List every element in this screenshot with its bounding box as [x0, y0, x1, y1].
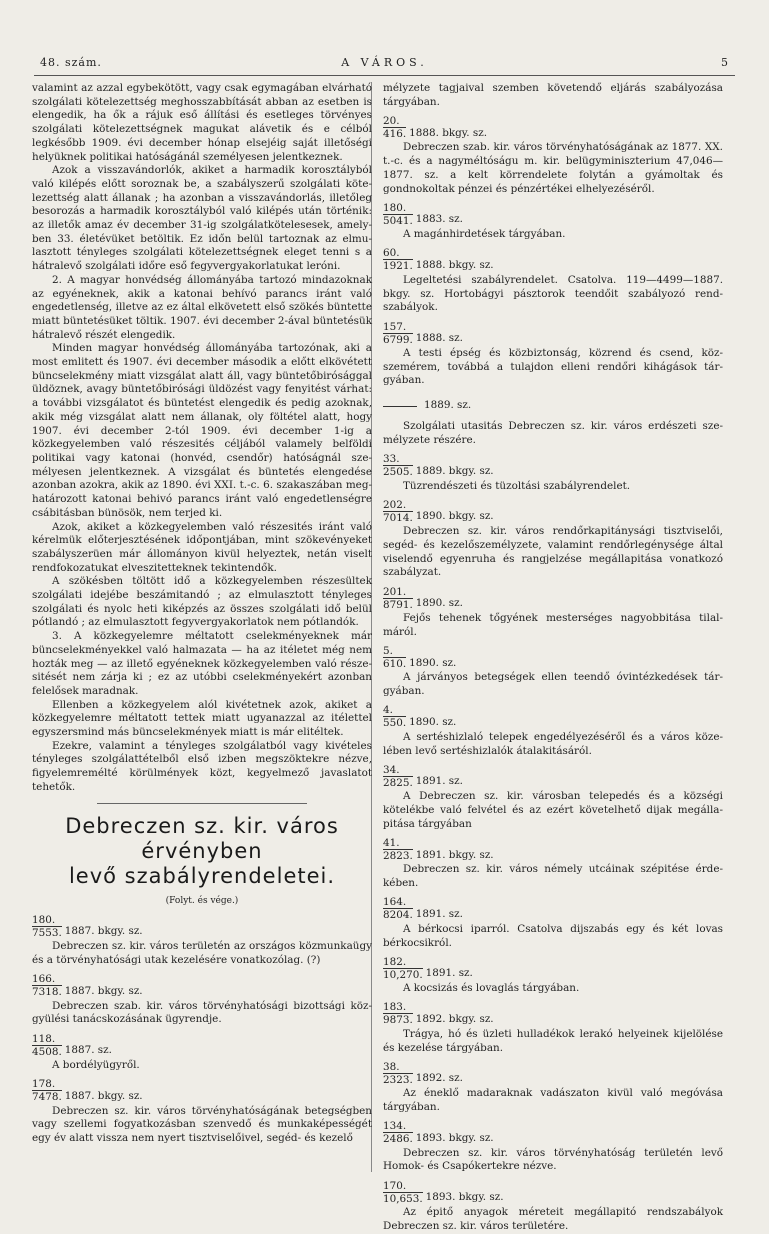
paragraph: Azok a visszavándorlók, akiket a harmadik korosztályból való kilépés előtt soroznak be, a szabályszerű szolgálati kötelezettség alatt állanak ; ha azonban a visszavándorlás, illetőleg besorozás a harmadik korosztályból való kilépés után történik: az illetők amaz év december 31-ig szolgálatkötelesesek, amelyben 33. életévüket betöltik. Ez időn belül tartoznak az elmulasztott tényleges szolgálati kötelezettségnek eleget tenni s a hátralevő szolgálati időre eső fegyvergyakorlatukat leróni.: [32, 164, 372, 273]
reference-numerator: 183.: [383, 1001, 413, 1014]
paragraph: 2. A magyar honvédség állományába tartozó mindazoknak az egyéneknek, akik a katonai behívó parancs iránt való engedetlenség, illetve az ez által elkövetett első szökés büntette miatt büntetésüket töltik. 1907. évi december 2-ával büntetésük hátralevő részét elengedik.: [32, 273, 372, 341]
regulation-entry: [383, 1059, 723, 1114]
regulation-entry: [383, 452, 723, 494]
regulation-title: A kocsizás és lovaglás tárgyában.: [403, 982, 580, 995]
regulation-reference: [383, 1059, 723, 1087]
reference-numerator: 60.: [383, 247, 413, 260]
regulation-title: Debreczen sz. kir. város törvényhatóság területén levő Homok- és Csapókertekre nézve.: [383, 1146, 723, 1173]
reference-year: 1892. bkgy. sz.: [415, 1013, 494, 1026]
regulation-title: Legeltetési szabályrendelet. Csatolva. 119—4499—1887. bkgy. sz. Hortobágyi pásztorok teendőit szabályozó rendszabályok.: [383, 273, 723, 314]
section-heading-line: levő szabályrendeletei.: [68, 863, 336, 888]
reference-denominator: 7318.: [32, 986, 62, 999]
regulation-entry: [32, 1031, 372, 1073]
regulation-title: A sertéshizlaló telepek engedélyezéséről és a város közelében levő sertéshizlalók átalakitásáról.: [383, 730, 723, 757]
reference-year: 1889. sz.: [424, 399, 472, 412]
section-separator: [97, 803, 307, 804]
reference-denominator: 9873.: [383, 1014, 413, 1027]
regulation-reference: [383, 200, 723, 228]
header-rule: [34, 75, 735, 76]
reference-denominator: 10,653.: [383, 1192, 423, 1205]
left-entries-list: [32, 912, 372, 1146]
reference-numerator: 41.: [383, 837, 413, 850]
paragraph: valamint az azzal egybekötött, vagy csak egymagában elvárható szolgálati kötelezettség meghosszabbítását abban az esetben is elengedik, ha ők a rájuk eső állítási és esetleges törvényes szolgálati kötelezettségnek magukat alávetik és e célból legkésőbb 1909. évi december hónap elsejéig saját illetőségi helyüknek politikai hatóságánál személyesen jelentkeznek.: [32, 82, 372, 163]
regulation-entry: [383, 200, 723, 242]
reference-denominator: 7014.: [383, 511, 413, 524]
regulation-title: Tüzrendészeti és tüzoltási szabályrendelet.: [403, 479, 631, 492]
reference-fraction: [32, 973, 62, 998]
reference-denominator: 6799.: [383, 333, 413, 346]
reference-numerator: 202.: [383, 499, 413, 512]
reference-fraction: [383, 321, 413, 346]
reference-denominator: 610.: [383, 657, 407, 670]
regulation-reference: [383, 584, 723, 612]
reference-numerator: 5.: [383, 645, 406, 658]
reference-denominator: 7478.: [32, 1091, 62, 1104]
reference-fraction: [383, 837, 413, 862]
reference-fraction: [32, 1033, 62, 1058]
reference-denominator: 7553.: [32, 926, 62, 939]
regulation-entry: [383, 762, 723, 831]
regulation-reference: [383, 835, 723, 863]
reference-fraction: [383, 115, 406, 140]
regulation-reference: [383, 1000, 723, 1028]
reference-numerator: 4.: [383, 704, 406, 717]
regulation-entry: [383, 497, 723, 580]
regulation-reference: [32, 972, 372, 1000]
regulation-reference: [383, 452, 723, 480]
reference-denominator: 8791.: [383, 598, 413, 611]
reference-numerator: 166.: [32, 973, 62, 986]
reference-numerator: 178.: [32, 1078, 62, 1091]
regulation-title: Az épitő anyagok méreteit megállapitó rendszabályok Debreczen sz. kir. város területére.: [383, 1206, 723, 1232]
regulation-entry: [383, 319, 723, 388]
regulation-title: Debreczen szab. kir. város törvényhatósági bizottsági közgyülési tanácskozásának ügyrendje.: [32, 999, 372, 1026]
regulation-reference: [383, 319, 723, 347]
paragraph: A szökésben töltött idő a közkegyelemben részesültek szolgálati idejébe beszámitandó ; az elmulasztott tényleges szolgálati és nyolc heti kiképzés az összes szolgálati idő belül pótlandó ; az elmulasztott fegyvergyakorlatok nem pótlandók.: [32, 575, 372, 629]
regulation-reference: [383, 497, 723, 525]
regulation-reference: [383, 762, 723, 790]
reference-year: 1891. bkgy. sz.: [415, 848, 494, 861]
reference-year: 1887. sz.: [64, 1044, 112, 1057]
reference-year: 1891. sz.: [415, 907, 463, 920]
reference-fraction: [383, 1001, 413, 1026]
reference-year: 1888. bkgy. sz.: [415, 259, 494, 272]
reference-numerator: 170.: [383, 1180, 423, 1193]
reference-year: 1887. bkgy. sz.: [64, 1089, 143, 1102]
reference-fraction: [383, 202, 413, 227]
paragraph: Minden magyar honvédség állományába tartozónak, aki a most emlitett és 1907. évi december második a előtt elkövétett büncselekmény miatt vizsgálat alatt áll, vagy büntetőbirósággal üldöznek, avagy büntetőbirósági üldözést vagy fenyitést várhat: a további vizsgálatot és büntetést elengedik és pedig azoknak, akik még vizsgálat alatt nem állanak, oly föltétel alatt, hogy 1907. évi december 2-tól 1909. évi december 1-ig a közkegyelemben való részesités céljából valamely belföldi politikai vagy katonai (honvéd, csendőr) hatóságnál személyesen jelentkeznek. A vizsgálat és büntetés elengedése azonban azokra, akik az 1890. évi XXI. t.-c. 6. szakaszában meghatározott katonai behivó parancs iránt való engedetlenségre csábitásban bünösök, nem terjed ki.: [32, 342, 372, 519]
paragraph: 3. A közkegyelemre méltatott cselekményeknek már büncselekményekkel való halmazata — ha az itéletet még nem hozták meg — az illető egyéneknek közkegyelemben való részesitését nem zárja ki ; ez az utóbbi cselekményekért azonban felelősek maradnak.: [32, 630, 372, 697]
regulation-reference: [32, 912, 372, 940]
regulation-entry: [32, 912, 372, 967]
reference-fraction: [383, 1061, 413, 1086]
reference-numerator: 38.: [383, 1061, 413, 1074]
regulation-title: A bérkocsi iparról. Csatolva dijszabás egy és két lovas bérkocsikról.: [383, 922, 723, 949]
reference-fraction: [383, 453, 413, 478]
reference-denominator: 4508.: [32, 1045, 62, 1058]
reference-year: 1893. bkgy. sz.: [415, 1131, 494, 1144]
reference-numerator: 34.: [383, 764, 413, 777]
reference-fraction: [383, 896, 413, 921]
regulation-title: A testi épség és közbiztonság, közrend és csend, közszemérem, továbbá a tulajdon elleni rendőri kihágások tárgyában.: [383, 347, 723, 387]
reference-numerator: 164.: [383, 896, 413, 909]
regulation-reference: [383, 392, 723, 420]
reference-fraction: [383, 645, 406, 670]
reference-numerator: 20.: [383, 115, 406, 128]
regulation-title: A járványos betegségek ellen teendő óvintézkedések tárgyában.: [383, 671, 723, 698]
regulation-title: Szolgálati utasitás Debreczen sz. kir. város erdészeti személyzete részére.: [383, 420, 723, 446]
reference-year: 1893. bkgy. sz.: [425, 1191, 504, 1204]
regulation-reference: [383, 113, 723, 141]
reference-dash: [383, 406, 417, 407]
section-heading: [32, 814, 372, 889]
reference-denominator: 10,270.: [383, 968, 423, 981]
regulation-entry: [383, 1119, 723, 1174]
regulation-title: Debreczen sz. kir. város törvényhatóságának betegségben vagy szellemi fogyatkozásban szenvedő és munkaképességét egy év alatt vissza nem nyert tisztviselőivel, segéd- és kezelő: [32, 1104, 372, 1145]
regulation-title: A bordélyügyről.: [52, 1059, 140, 1072]
regulation-entry: [383, 643, 723, 698]
reference-fraction: [32, 1078, 62, 1103]
left-column: [32, 82, 372, 1146]
reference-denominator: 550.: [383, 717, 407, 730]
reference-numerator: 180.: [32, 914, 62, 927]
reference-year: 1888. sz.: [415, 332, 463, 345]
regulation-entry: [383, 954, 723, 996]
right-entries-list: [383, 113, 723, 1233]
reference-year: 1888. bkgy. sz.: [409, 126, 487, 139]
regulation-entry: [383, 246, 723, 315]
reference-fraction: [383, 1120, 413, 1145]
reference-year: 1892. sz.: [415, 1072, 463, 1085]
page-number: 5: [721, 56, 729, 69]
regulation-entry: [383, 1000, 723, 1055]
reference-year: 1890. bkgy. sz.: [415, 510, 494, 523]
paragraph: mélyzete tagjaival szemben követendő eljárás szabályozása tárgyában.: [383, 82, 723, 108]
reference-fraction: [383, 764, 413, 789]
reference-denominator: 2486.: [383, 1133, 413, 1146]
reference-denominator: 2823.: [383, 849, 413, 862]
paragraph: Ezekre, valamint a tényleges szolgálatból vagy kivételes tényleges szolgálattételből első izben megszöktekre nézve, figyelemremélté körülmények közt, kegyelmező javaslatot tehetők.: [32, 739, 372, 793]
regulation-title: A magánhirdetések tárgyában.: [403, 228, 566, 241]
reference-year: 1891. sz.: [425, 967, 473, 980]
section-heading-line: Debreczen sz. kir. város érvényben: [65, 813, 339, 863]
regulation-reference: [383, 895, 723, 923]
reference-denominator: 416.: [383, 127, 407, 140]
reference-year: 1890. sz.: [409, 716, 457, 729]
reference-numerator: 182.: [383, 956, 423, 969]
right-column: [383, 82, 723, 1234]
reference-year: 1890. sz.: [415, 597, 463, 610]
paragraph: Ellenben a közkegyelem alól kivétetnek azok, akiket a közkegyelemre méltatott tettek miatt ugyanazzal az itélettel egyszersmind más büncselekmények miatt is már elitéltek.: [32, 698, 372, 739]
reference-year: 1883. sz.: [415, 213, 463, 226]
reference-year: 1890. sz.: [409, 656, 457, 669]
regulation-title: Az éneklő madaraknak vadászaton kivül való megóvása tárgyában.: [383, 1087, 723, 1114]
reference-denominator: 2825.: [383, 776, 413, 789]
reference-denominator: 2323.: [383, 1073, 413, 1086]
regulation-reference: [383, 954, 723, 982]
regulation-entry: [383, 584, 723, 639]
reference-denominator: 2505.: [383, 466, 413, 479]
reference-fraction: [383, 1180, 423, 1205]
regulation-title: Debreczen sz. kir. város rendőrkapitánysági tisztviselői, segéd- és kezelőszemélyzete, valamint rendőrlegénysége által viselendő egyenruha és rangjelzése megállapitása vonatkozó szabályzat.: [383, 525, 723, 579]
regulation-entry: [32, 972, 372, 1027]
regulation-entry: [383, 835, 723, 890]
page-header: [40, 56, 729, 74]
regulation-entry: [383, 113, 723, 196]
reference-fraction: [383, 499, 413, 524]
regulation-title: A Debreczen sz. kir. városban telepedés és a községi kötelékbe való felvétel és az ezért követelhető dijak megállapitása tárgyában: [383, 790, 723, 830]
reference-fraction: [32, 914, 62, 939]
regulation-entry: [383, 1178, 723, 1233]
reference-denominator: 8204.: [383, 909, 413, 922]
reference-numerator: 118.: [32, 1033, 62, 1046]
regulation-reference: [32, 1031, 372, 1059]
reference-numerator: 134.: [383, 1120, 413, 1133]
regulation-reference: [383, 246, 723, 274]
regulation-entry: [383, 703, 723, 758]
reference-fraction: [383, 247, 413, 272]
regulation-title: Fejős tehenek tőgyének mesterséges nagyobbitása tilalmáról.: [383, 612, 723, 638]
reference-fraction: [383, 956, 423, 981]
issue-number: 48. szám.: [40, 56, 102, 69]
paragraph: Azok, akiket a közkegyelemben való részesités iránt való kérelmük előterjesztésének időpontjában, mint szökevényeket szabályszerüen már állományon kivül helyeztek, netán viselt rendfokozatukat elveszitetteknek tekintendők.: [32, 520, 372, 574]
reference-year: 1887. bkgy. sz.: [64, 984, 143, 997]
reference-year: 1887. bkgy. sz.: [64, 925, 143, 938]
regulation-reference: [383, 1178, 723, 1206]
reference-denominator: 5041.: [383, 214, 413, 227]
reference-numerator: 157.: [383, 321, 413, 334]
journal-title: A VÁROS.: [341, 56, 428, 69]
reference-numerator: 201.: [383, 586, 413, 599]
continuation-note: (Folyt. és vége.): [165, 895, 239, 906]
regulation-title: Debreczen sz. kir. város területén az országos közmunkaügy és a törvényhatósági utak kezelésére vonatkozólag. (?): [32, 940, 372, 966]
reference-fraction: [383, 704, 406, 729]
regulation-entry: [383, 392, 723, 447]
regulation-title: Trágya, hó és üzleti hulladékok lerakó helyeinek kijelölése és kezelése tárgyában.: [383, 1027, 723, 1054]
regulation-title: Debreczen szab. kir. város törvényhatóságának az 1877. XX. t.-c. és a nagyméltóságu m. kir. belügyminiszterium 47,046—1877. sz. a kelt körrendelete folytán a gyámoltak és gondnokoltak pénzei és pénzértékei elhelyezéséről.: [383, 141, 723, 195]
reference-numerator: 33.: [383, 453, 413, 466]
regulation-title: Debreczen sz. kir. város némely utcáinak szépitése érdekében.: [383, 863, 723, 890]
regulation-reference: [32, 1077, 372, 1105]
reference-numerator: 180.: [383, 202, 413, 215]
regulation-reference: [383, 643, 723, 671]
regulation-reference: [383, 1119, 723, 1147]
regulation-reference: [383, 703, 723, 731]
reference-year: 1889. bkgy. sz.: [415, 464, 494, 477]
reference-denominator: 1921.: [383, 260, 413, 273]
regulation-entry: [383, 895, 723, 950]
reference-fraction: [383, 586, 413, 611]
reference-year: 1891. sz.: [415, 775, 463, 788]
regulation-entry: [32, 1077, 372, 1146]
